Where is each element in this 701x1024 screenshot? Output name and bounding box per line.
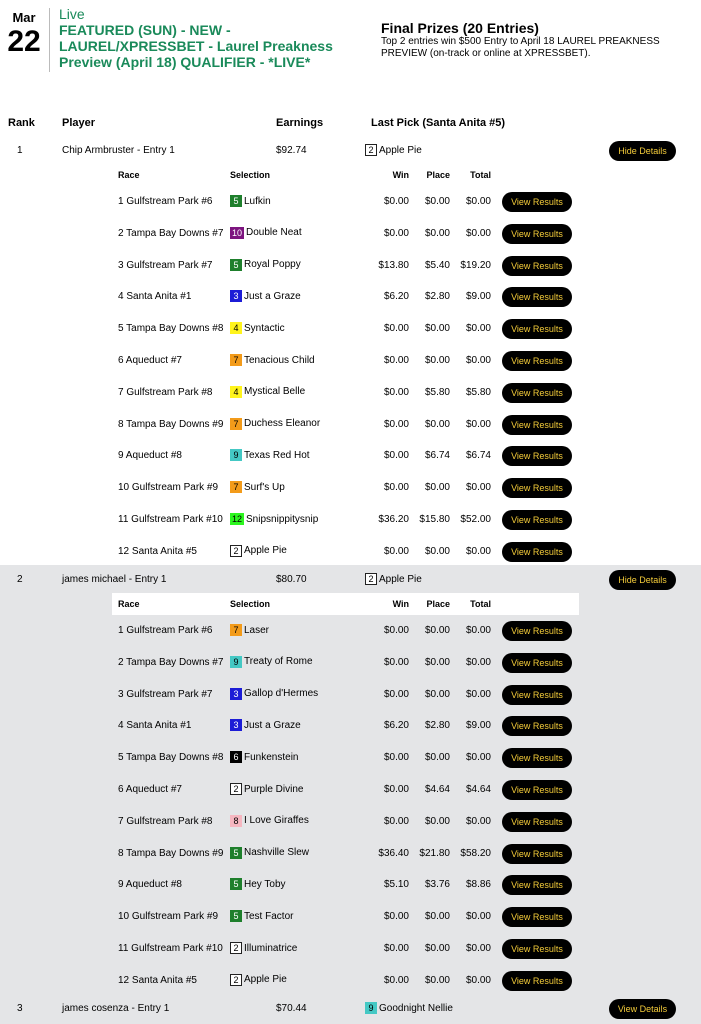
pick-row	[112, 313, 579, 345]
pick-row	[112, 218, 579, 250]
program-number-badge: 8	[230, 815, 242, 827]
program-number-badge: 9	[230, 449, 242, 461]
pick-row	[112, 710, 579, 742]
place-amount: $6.74	[424, 450, 450, 462]
program-number-badge: 2	[365, 573, 377, 585]
view-results-button[interactable]: View Results	[502, 685, 572, 705]
horse-name: Surf's Up	[244, 481, 285, 493]
column-header-rank: Rank	[8, 117, 35, 129]
horse-name: Goodnight Nellie	[379, 1002, 453, 1014]
date-day: 22	[7, 25, 41, 58]
race-name: 6 Aqueduct #7	[118, 784, 182, 795]
selection	[230, 878, 286, 890]
entry-block	[0, 565, 701, 1005]
program-number-badge: 7	[230, 418, 242, 430]
contest-info	[59, 6, 359, 70]
total-amount: $0.00	[465, 974, 491, 986]
program-number-badge: 4	[230, 386, 242, 398]
selection	[230, 259, 301, 271]
contest-title: FEATURED (SUN) - NEW - LAUREL/XPRESSBET - Laurel Preakness Preview (April 18) QUALIFIER - *LIVE*	[59, 22, 333, 70]
picks-header-total: Total	[470, 599, 491, 609]
horse-name: Apple Pie	[244, 545, 287, 557]
win-amount: $0.00	[383, 482, 409, 494]
program-number-badge: 2	[230, 545, 242, 557]
place-amount: $0.00	[424, 227, 450, 239]
race-name: 5 Tampa Bay Downs #8	[118, 752, 224, 764]
win-amount: $0.00	[383, 752, 409, 764]
win-amount: $6.20	[383, 720, 409, 732]
win-amount: $0.00	[383, 196, 409, 207]
view-results-button[interactable]: View Results	[502, 192, 572, 212]
pick-row	[112, 965, 579, 997]
race-name: 12 Santa Anita #5	[118, 545, 197, 557]
horse-name: Gallop d'Hermes	[244, 688, 319, 700]
win-amount: $13.80	[378, 259, 409, 271]
total-amount: $0.00	[465, 943, 491, 954]
horse-name: Snipsnippitysnip	[246, 513, 319, 525]
program-number-badge: 2	[230, 974, 242, 986]
race-name: 3 Gulfstream Park #7	[118, 259, 213, 271]
pick-row	[112, 742, 579, 774]
pick-row	[112, 186, 579, 218]
view-results-button[interactable]: View Results	[502, 621, 572, 641]
selection	[230, 815, 309, 827]
race-name: 8 Tampa Bay Downs #9	[118, 847, 224, 859]
picks-header-win: Win	[392, 599, 409, 609]
entry-row	[0, 565, 701, 595]
selection	[230, 545, 287, 557]
place-amount: $15.80	[419, 514, 450, 525]
last-pick	[365, 144, 422, 156]
column-header-earnings: Earnings	[276, 117, 324, 129]
view-results-button[interactable]: View Results	[502, 287, 572, 307]
program-number-badge: 12	[232, 514, 243, 524]
view-results-button[interactable]: View Results	[502, 542, 572, 562]
horse-name: Purple Divine	[244, 783, 304, 795]
selection	[230, 386, 305, 398]
player-name: james michael - Entry 1	[62, 574, 167, 585]
rank-value: 2	[17, 574, 23, 585]
contest-header	[0, 0, 701, 80]
selection	[230, 719, 301, 731]
horse-name: Double Neat	[246, 227, 302, 239]
race-name: 2 Tampa Bay Downs #7	[118, 227, 224, 239]
total-amount: $5.80	[465, 386, 491, 398]
total-amount: $0.00	[465, 545, 491, 557]
total-amount: $0.00	[465, 227, 491, 239]
view-results-button[interactable]: View Results	[502, 415, 572, 435]
picks-header-place: Place	[426, 170, 450, 180]
pick-row	[112, 377, 579, 409]
pick-row	[112, 345, 579, 377]
player-name: Chip Armbruster - Entry 1	[62, 145, 175, 156]
race-name: 12 Santa Anita #5	[118, 974, 197, 986]
selection	[230, 847, 309, 859]
place-amount: $0.00	[424, 688, 450, 700]
total-amount: $9.00	[465, 720, 491, 732]
place-amount: $0.00	[424, 656, 450, 668]
column-header-last-pick: Last Pick (Santa Anita #5)	[371, 117, 506, 129]
earnings-value: $80.70	[276, 574, 307, 585]
view-results-button[interactable]: View Results	[502, 478, 572, 498]
view-results-button[interactable]: View Results	[502, 224, 572, 244]
race-name: 10 Gulfstream Park #9	[118, 911, 219, 923]
horse-name: Apple Pie	[379, 573, 422, 585]
horse-name: Syntactic	[244, 322, 285, 334]
prizes-info	[381, 20, 691, 60]
pick-row	[112, 806, 579, 838]
player-name: james cosenza - Entry 1	[62, 1003, 170, 1014]
race-name: 9 Aqueduct #8	[118, 879, 182, 891]
selection	[230, 290, 301, 302]
pick-row	[112, 440, 579, 472]
place-amount: $0.00	[424, 974, 450, 986]
race-name: 4 Santa Anita #1	[118, 291, 192, 303]
pick-row	[112, 647, 579, 679]
horse-name: Apple Pie	[379, 144, 422, 156]
selection	[230, 227, 302, 239]
horse-name: Lufkin	[244, 195, 271, 207]
total-amount: $0.00	[465, 688, 491, 700]
picks-table-header	[112, 164, 579, 186]
view-results-button[interactable]: View Results	[502, 875, 572, 895]
program-number-badge: 7	[230, 624, 242, 636]
rank-value: 3	[17, 1003, 23, 1014]
column-header-player: Player	[62, 117, 96, 129]
view-results-button[interactable]: View Results	[502, 319, 572, 339]
view-results-button[interactable]: View Results	[502, 844, 572, 864]
date-month: Mar	[12, 10, 36, 25]
header-divider	[49, 8, 50, 72]
win-amount: $36.40	[378, 847, 409, 859]
race-name: 5 Tampa Bay Downs #8	[118, 323, 224, 335]
place-amount: $5.80	[424, 386, 450, 398]
program-number-badge: 5	[230, 847, 242, 859]
selection	[230, 974, 287, 986]
program-number-badge: 7	[230, 354, 242, 366]
total-amount: $6.74	[465, 450, 491, 462]
prizes-description: Top 2 entries win $500 Entry to April 18 LAUREL PREAKNESS PREVIEW (on-track or online at XPRESSBET).	[381, 36, 660, 59]
win-amount: $0.00	[383, 815, 409, 827]
win-amount: $6.20	[383, 291, 409, 303]
race-name: 8 Tampa Bay Downs #9	[118, 418, 224, 430]
place-amount: $2.80	[424, 720, 450, 732]
race-name: 11 Gulfstream Park #10	[118, 514, 223, 525]
place-amount: $21.80	[419, 847, 450, 859]
total-amount: $0.00	[465, 815, 491, 827]
picks-table	[112, 164, 579, 574]
picks-table	[112, 593, 579, 1003]
view-details-button[interactable]: View Details	[609, 999, 676, 1019]
pick-row	[112, 409, 579, 441]
earnings-value: $92.74	[276, 145, 307, 156]
win-amount: $0.00	[383, 625, 409, 636]
race-name: 11 Gulfstream Park #10	[118, 943, 223, 954]
win-amount: $0.00	[383, 355, 409, 366]
selection	[230, 688, 318, 700]
program-number-badge: 2	[230, 783, 242, 795]
win-amount: $0.00	[383, 688, 409, 700]
picks-header-selection: Selection	[230, 170, 271, 180]
win-amount: $0.00	[383, 323, 409, 335]
place-amount: $0.00	[424, 482, 450, 494]
race-name: 9 Aqueduct #8	[118, 450, 182, 462]
selection	[230, 354, 315, 366]
race-name: 1 Gulfstream Park #6	[118, 625, 213, 636]
win-amount: $0.00	[383, 227, 409, 239]
program-number-badge: 3	[230, 290, 242, 302]
horse-name: Laser	[244, 624, 270, 636]
view-results-button[interactable]: View Results	[502, 939, 572, 959]
total-amount: $58.20	[460, 847, 491, 859]
selection	[230, 513, 318, 525]
win-amount: $0.00	[383, 450, 409, 462]
win-amount: $0.00	[383, 974, 409, 986]
selection	[230, 624, 269, 636]
contest-status: Live	[59, 6, 85, 22]
horse-name: Duchess Eleanor	[244, 418, 321, 430]
program-number-badge: 9	[230, 656, 242, 668]
horse-name: Just a Graze	[244, 290, 301, 302]
selection	[230, 418, 320, 430]
horse-name: Test Factor	[244, 910, 294, 922]
last-pick	[365, 573, 422, 585]
view-results-button[interactable]: View Results	[502, 351, 572, 371]
horse-name: Treaty of Rome	[244, 656, 313, 668]
place-amount: $0.00	[424, 355, 450, 366]
race-name: 4 Santa Anita #1	[118, 720, 192, 732]
total-amount: $19.20	[460, 259, 491, 271]
pick-row	[112, 901, 579, 933]
selection	[230, 783, 303, 795]
pick-row	[112, 504, 579, 536]
selection	[230, 656, 313, 668]
selection	[230, 322, 285, 334]
horse-name: Tenacious Child	[244, 354, 315, 366]
place-amount: $0.00	[424, 911, 450, 923]
pick-row	[112, 250, 579, 282]
horse-name: Mystical Belle	[244, 386, 306, 398]
entry-block	[0, 994, 701, 1024]
hide-details-button[interactable]: Hide Details	[609, 570, 676, 590]
total-amount: $0.00	[465, 656, 491, 668]
total-amount: $0.00	[465, 196, 491, 207]
picks-header-place: Place	[426, 599, 450, 609]
view-results-button[interactable]: View Results	[502, 907, 572, 927]
total-amount: $52.00	[460, 514, 491, 525]
horse-name: Nashville Slew	[244, 847, 310, 859]
place-amount: $0.00	[424, 943, 450, 954]
program-number-badge: 3	[230, 688, 242, 700]
view-results-button[interactable]: View Results	[502, 780, 572, 800]
total-amount: $0.00	[465, 625, 491, 636]
win-amount: $5.10	[383, 879, 409, 891]
view-results-button[interactable]: View Results	[502, 256, 572, 276]
pick-row	[112, 536, 579, 568]
pick-row	[112, 679, 579, 711]
total-amount: $8.86	[465, 879, 491, 891]
selection	[230, 481, 285, 493]
pick-row	[112, 838, 579, 870]
selection	[230, 910, 293, 922]
program-number-badge: 4	[230, 322, 242, 334]
selection	[230, 449, 310, 461]
pick-row	[112, 774, 579, 806]
total-amount: $9.00	[465, 291, 491, 303]
selection	[230, 195, 271, 207]
view-results-button[interactable]: View Results	[502, 446, 572, 466]
total-amount: $0.00	[465, 418, 491, 430]
program-number-badge: 2	[230, 942, 242, 954]
program-number-badge: 5	[230, 195, 242, 207]
place-amount: $4.64	[424, 784, 450, 795]
selection	[230, 751, 298, 763]
win-amount: $0.00	[383, 545, 409, 557]
rank-value: 1	[17, 145, 23, 156]
pick-row	[112, 933, 579, 965]
win-amount: $0.00	[383, 943, 409, 954]
prizes-title: Final Prizes (20 Entries)	[381, 20, 539, 36]
race-name: 7 Gulfstream Park #8	[118, 815, 213, 827]
view-results-button[interactable]: View Results	[502, 812, 572, 832]
win-amount: $0.00	[383, 418, 409, 430]
program-number-badge: 2	[365, 144, 377, 156]
place-amount: $0.00	[424, 752, 450, 764]
picks-header-race: Race	[118, 170, 140, 180]
view-results-button[interactable]: View Results	[502, 748, 572, 768]
entry-row	[0, 994, 701, 1024]
picks-table-header	[112, 593, 579, 615]
entry-row	[0, 136, 701, 166]
race-name: 3 Gulfstream Park #7	[118, 688, 213, 700]
race-name: 10 Gulfstream Park #9	[118, 482, 219, 494]
program-number-badge: 5	[230, 878, 242, 890]
win-amount: $0.00	[383, 656, 409, 668]
total-amount: $0.00	[465, 482, 491, 494]
win-amount: $0.00	[383, 911, 409, 923]
race-name: 6 Aqueduct #7	[118, 355, 182, 366]
pick-row	[112, 869, 579, 901]
program-number-badge: 9	[365, 1002, 377, 1014]
hide-details-button[interactable]: Hide Details	[609, 141, 676, 161]
race-name: 2 Tampa Bay Downs #7	[118, 656, 224, 668]
win-amount: $0.00	[383, 386, 409, 398]
date-box	[0, 10, 48, 57]
view-results-button[interactable]: View Results	[502, 510, 572, 530]
picks-header-total: Total	[470, 170, 491, 180]
horse-name: Illuminatrice	[244, 942, 298, 954]
program-number-badge: 5	[230, 259, 242, 271]
horse-name: Funkenstein	[244, 751, 299, 763]
last-pick	[365, 1002, 453, 1014]
place-amount: $0.00	[424, 545, 450, 557]
horse-name: I Love Giraffes	[244, 815, 309, 827]
pick-row	[112, 472, 579, 504]
place-amount: $3.76	[424, 879, 450, 891]
pick-row	[112, 281, 579, 313]
earnings-value: $70.44	[276, 1003, 307, 1014]
place-amount: $0.00	[424, 196, 450, 207]
view-results-button[interactable]: View Results	[502, 716, 572, 736]
horse-name: Just a Graze	[244, 719, 301, 731]
view-results-button[interactable]: View Results	[502, 383, 572, 403]
horse-name: Apple Pie	[244, 974, 287, 986]
horse-name: Royal Poppy	[244, 259, 301, 271]
horse-name: Hey Toby	[244, 878, 286, 890]
program-number-badge: 3	[230, 719, 242, 731]
win-amount: $0.00	[383, 784, 409, 795]
win-amount: $36.20	[378, 514, 409, 525]
total-amount: $0.00	[465, 911, 491, 923]
picks-header-win: Win	[392, 170, 409, 180]
view-results-button[interactable]: View Results	[502, 971, 572, 991]
picks-header-selection: Selection	[230, 599, 271, 609]
place-amount: $0.00	[424, 815, 450, 827]
program-number-badge: 6	[230, 751, 242, 763]
place-amount: $2.80	[424, 291, 450, 303]
total-amount: $0.00	[465, 752, 491, 764]
race-name: 1 Gulfstream Park #6	[118, 196, 213, 207]
horse-name: Texas Red Hot	[244, 449, 310, 461]
selection	[230, 942, 297, 954]
total-amount: $0.00	[465, 355, 491, 366]
race-name: 7 Gulfstream Park #8	[118, 386, 213, 398]
program-number-badge: 7	[230, 481, 242, 493]
view-results-button[interactable]: View Results	[502, 653, 572, 673]
program-number-badge: 10	[232, 227, 243, 238]
program-number-badge: 5	[230, 910, 242, 922]
pick-row	[112, 615, 579, 647]
place-amount: $0.00	[424, 418, 450, 430]
place-amount: $5.40	[424, 259, 450, 271]
place-amount: $0.00	[424, 323, 450, 335]
place-amount: $0.00	[424, 625, 450, 636]
picks-header-race: Race	[118, 599, 140, 609]
total-amount: $4.64	[465, 784, 491, 795]
entry-block	[0, 136, 701, 576]
total-amount: $0.00	[465, 323, 491, 335]
